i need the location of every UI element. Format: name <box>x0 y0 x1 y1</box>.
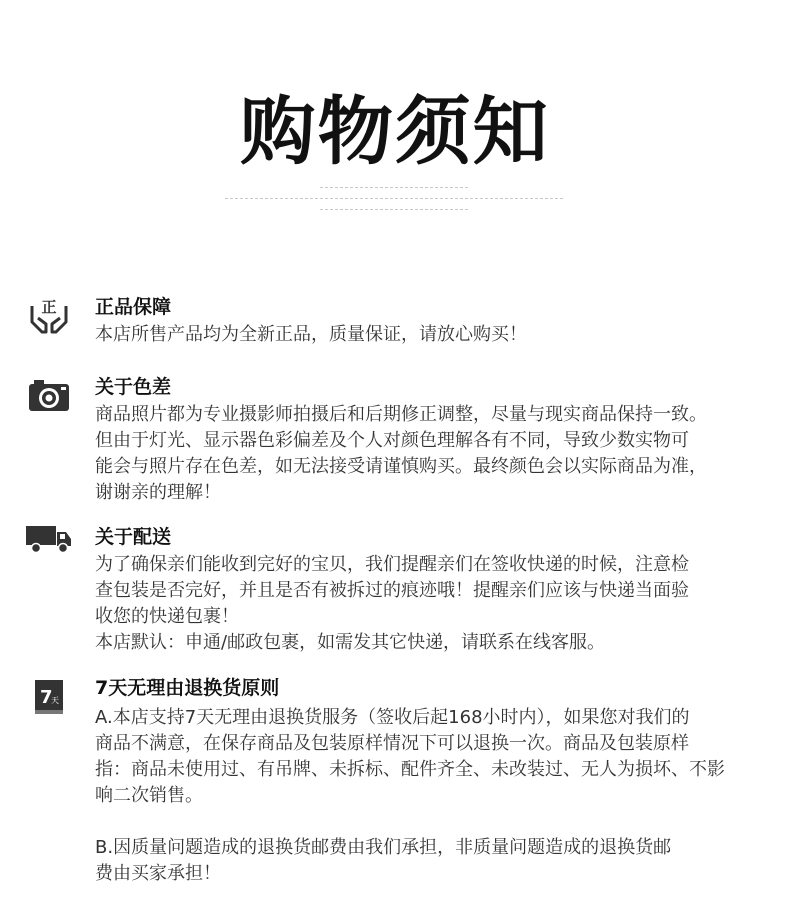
body-line: 收您的快递包裹！ <box>95 606 239 627</box>
decorative-fine-print <box>0 185 790 218</box>
body-line: 响二次销售。 <box>95 785 203 806</box>
camera-icon <box>26 372 72 418</box>
section-body <box>95 322 765 348</box>
body-line: 能会与照片存在色差，如无法接受请谨慎购买。最终颜色会以实际商品为准， <box>95 456 707 477</box>
body-line: 查包装是否完好，并且是否有被拆过的痕迹哦！提醒亲们应该与快递当面验 <box>95 580 689 601</box>
body-line: A.本店支持7天无理由退换货服务（签收后起168小时内），如果您对我们的 <box>95 707 690 728</box>
body-line: 但由于灯光、显示器色彩偏差及个人对颜色理解各有不同，导致少数实物可 <box>95 430 689 451</box>
svg-text:正: 正 <box>41 298 57 316</box>
divider <box>320 185 470 191</box>
body-line: B.因质量问题造成的退换货邮费由我们承担，非质量问题造成的退换货邮 <box>95 837 672 858</box>
body-line: 指：商品未使用过、有吊牌、未拆标、配件齐全、未改装过、无人为损坏、不影 <box>95 759 725 780</box>
divider <box>225 196 565 202</box>
page-title: 购物须知 <box>239 89 551 175</box>
section-heading: 正品保障 <box>95 296 172 318</box>
section-body <box>95 705 765 887</box>
svg-text:7: 7 <box>40 687 53 708</box>
body-line: 本店所售产品均为全新正品，质量保证，请放心购买！ <box>95 324 527 345</box>
section-heading: 关于配送 <box>95 526 172 548</box>
section-body <box>95 402 765 506</box>
section-heading: 7天无理由退换货原则 <box>95 677 280 699</box>
body-spacer <box>95 809 765 835</box>
divider <box>320 207 470 213</box>
body-line: 商品照片都为专业摄影师拍摄后和后期修正调整，尽量与现实商品保持一致。 <box>95 404 707 425</box>
seven-day-calendar-icon <box>26 673 72 719</box>
genuine-hands-icon <box>26 292 72 338</box>
body-line: 本店默认：申通/邮政包裹，如需发其它快递，请联系在线客服。 <box>95 632 606 653</box>
delivery-truck-icon <box>26 516 72 562</box>
body-line: 费由买家承担！ <box>95 863 221 884</box>
body-line: 谢谢亲的理解！ <box>95 482 221 503</box>
section-body <box>95 552 765 656</box>
body-line: 商品不满意，在保存商品及包装原样情况下可以退换一次。商品及包装原样 <box>95 733 689 754</box>
svg-text:天: 天 <box>51 696 59 705</box>
body-line: 为了确保亲们能收到完好的宝贝，我们提醒亲们在签收快递的时候，注意检 <box>95 554 689 575</box>
section-heading: 关于色差 <box>95 376 172 398</box>
